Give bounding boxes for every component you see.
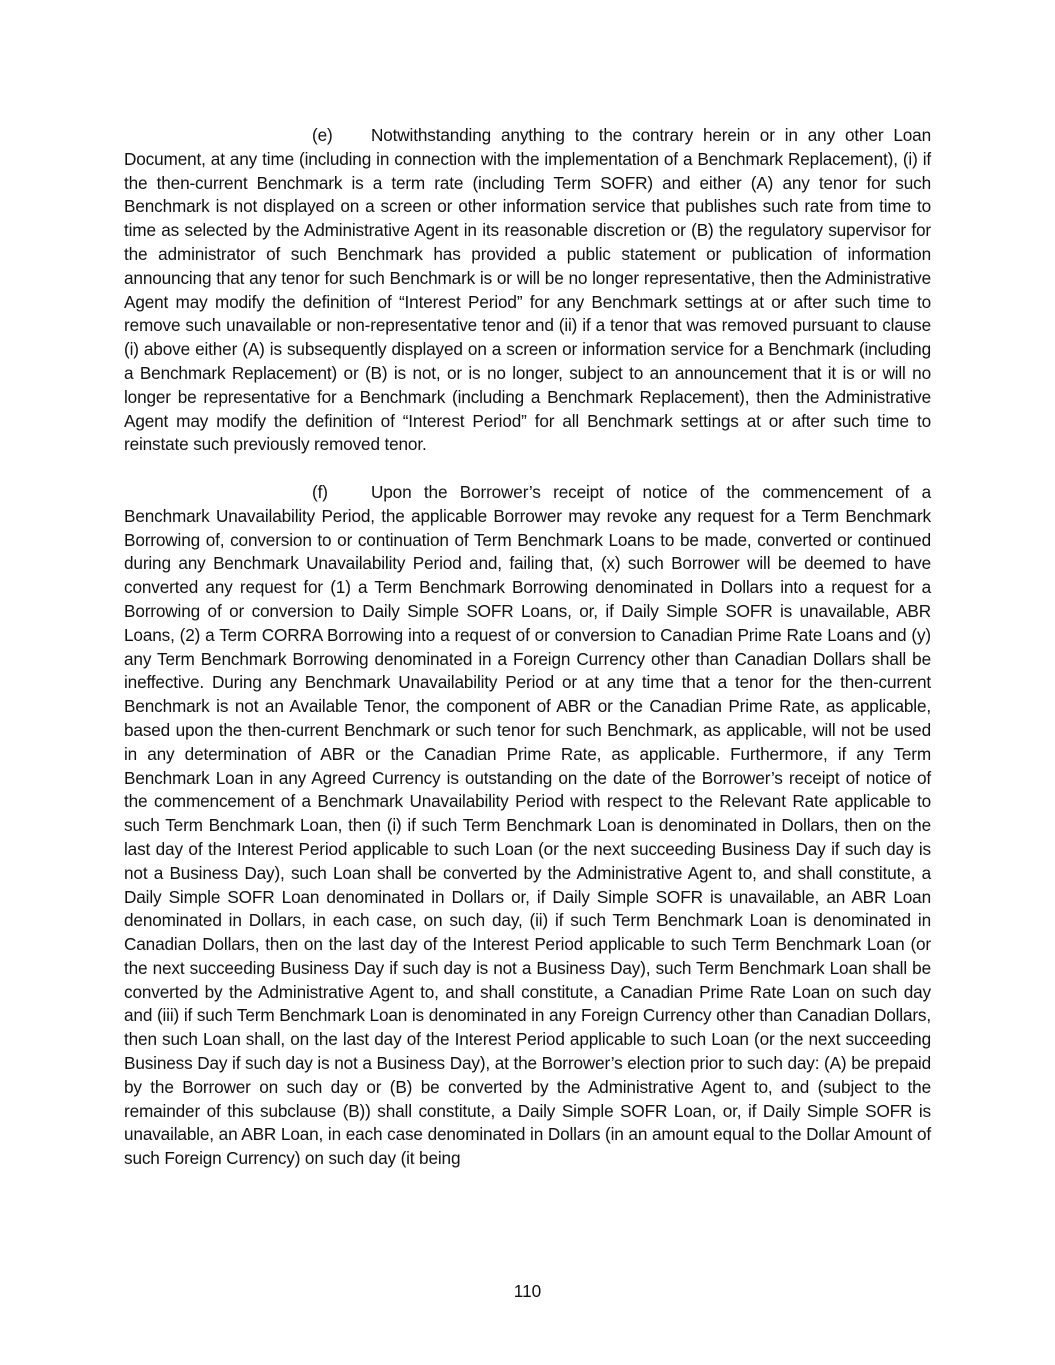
paragraph-e: [124, 124, 931, 457]
clause-label-e: (e): [312, 125, 333, 145]
paragraph-e-text: Notwithstanding anything to the contrary herein or in any other Loan Document, at any time (including in connection with the implementation of a Benchmark Replacement), (i) if the then-current Benchmark is a term rate (including Term SOFR) and either (A) any tenor for such Benchmark is not displayed on a screen or other information service that publishes such rate from time to time as selected by the Administrative Agent in its reasonable discretion or (B) the regulatory supervisor for the administrator of such Benchmark has provided a public statement or publication of information announcing that any tenor for such Benchmark is or will be no longer representative, then the Administrative Agent may modify the definition of “Interest Period” for any Benchmark settings at or after such time to remove such unavailable or non-representative tenor and (ii) if a tenor that was removed pursuant to clause (i) above either (A) is subsequently displayed on a screen or information service for a Benchmark (including a Benchmark Replacement) or (B) is not, or is no longer, subject to an announcement that it is or will no longer be representative for a Benchmark (including a Benchmark Replacement), then the Administrative Agent may modify the definition of “Interest Period” for all Benchmark settings at or after such time to reinstate such previously removed tenor.: [124, 125, 931, 455]
paragraph-f: [124, 481, 931, 1171]
page-number: 110: [513, 1281, 542, 1301]
document-page: [124, 124, 931, 1171]
paragraph-f-text: Upon the Borrower’s receipt of notice of the commencement of a Benchmark Unavailability Period, the applicable Borrower may revoke any request for a Term Benchmark Borrowing of, conversion to or continuation of Term Benchmark Loans to be made, converted or continued during any Benchmark Unavailability Period and, failing that, (x) such Borrower will be deemed to have converted any request for (1) a Term Benchmark Borrowing denominated in Dollars into a request for a Borrowing of or conversion to Daily Simple SOFR Loans, or, if Daily Simple SOFR is unavailable, ABR Loans, (2) a Term CORRA Borrowing into a request of or conversion to Canadian Prime Rate Loans and (y) any Term Benchmark Borrowing denominated in a Foreign Currency other than Canadian Dollars shall be ineffective. During any Benchmark Unavailability Period or at any time that a tenor for the then-current Benchmark is not an Available Tenor, the component of ABR or the Canadian Prime Rate, as applicable, based upon the then-current Benchmark or such tenor for such Benchmark, as applicable, will not be used in any determination of ABR or the Canadian Prime Rate, as applicable. Furthermore, if any Term Benchmark Loan in any Agreed Currency is outstanding on the date of the Borrower’s receipt of notice of the commencement of a Benchmark Unavailability Period with respect to the Relevant Rate applicable to such Term Benchmark Loan, then (i) if such Term Benchmark Loan is denominated in Dollars, then on the last day of the Interest Period applicable to such Loan (or the next succeeding Business Day if such day is not a Business Day), such Loan shall be converted by the Administrative Agent to, and shall constitute, a Daily Simple SOFR Loan denominated in Dollars or, if Daily Simple SOFR is unavailable, an ABR Loan denominated in Dollars, in each case, on such day, (ii) if such Term Benchmark Loan is denominated in Canadian Dollars, then on the last day of the Interest Period applicable to such Term Benchmark Loan (or the next succeeding Business Day if such day is not a Business Day), such Term Benchmark Loan shall be converted by the Administrative Agent to, and shall constitute, a Canadian Prime Rate Loan on such day and (iii) if such Term Benchmark Loan is denominated in any Foreign Currency other than Canadian Dollars, then such Loan shall, on the last day of the Interest Period applicable to such Loan (or the next succeeding Business Day if such day is not a Business Day), at the Borrower’s election prior to such day: (A) be prepaid by the Borrower on such day or (B) be converted by the Administrative Agent to, and (subject to the remainder of this subclause (B)) shall constitute, a Daily Simple SOFR Loan, or, if Daily Simple SOFR is unavailable, an ABR Loan, in each case denominated in Dollars (in an amount equal to the Dollar Amount of such Foreign Currency) on such day (it being: [124, 481, 931, 1169]
clause-label-f: (f): [312, 481, 328, 502]
